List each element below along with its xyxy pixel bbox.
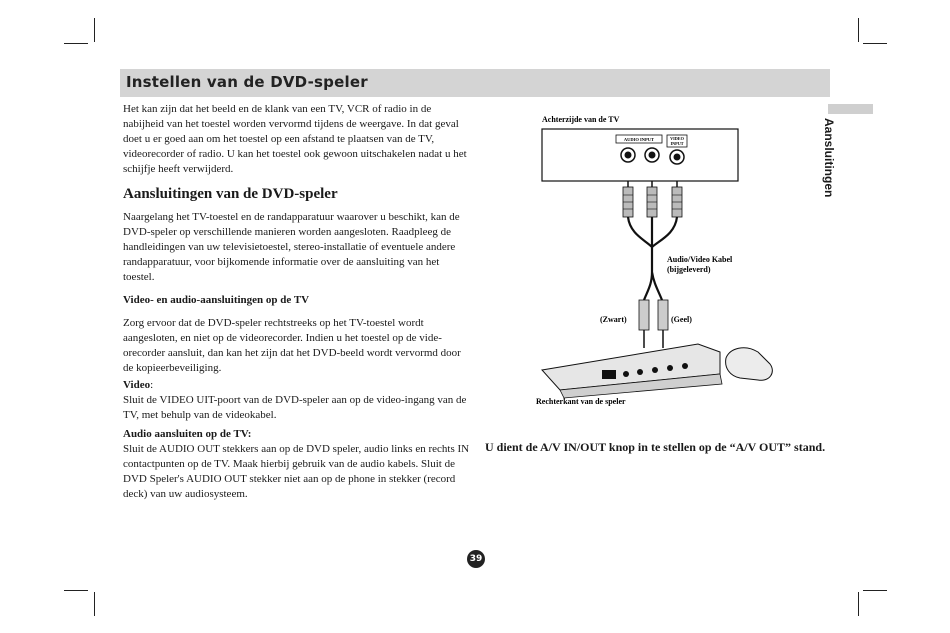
subsection-text: Zorg ervoor dat de DVD-speler rechtstreeks op het TV-toestel wordt aangesloten, en niet op de videorecorder. Indien u het toestel op de vide-orecorder aansluit, dan kan het zijn dat het DVD-beeld wordt vervormd door de kopieerbeveiliging. [123,317,461,374]
intro-text: Het kan zijn dat het beeld en de klank van een TV, VCR of radio in de nabijheid van het toestel worden vervormd tijdens de weergave. In dat geval doet u er goed aan om het toestel op een afstand te plaatsen van de TV, videorecorder of radio. U kan het toestel ook gewoon uitschakelen nadat u het schijfje heeft verwijderd. [123,103,467,175]
cable-label-supplied: (bijgeleverd) [667,265,711,274]
mini-plug-yellow [658,300,668,330]
subsection-paragraph [123,316,473,376]
video-text: Sluit de VIDEO UIT-poort van de DVD-speler aan op de video-ingang van de TV, met behulp van de videokabel. [123,394,467,421]
video-label: Video [123,379,151,391]
section-heading: Aansluitingen van de DVD-speler [123,186,338,202]
yellow-plug-label: (Geel) [671,315,692,324]
cable-label: Audio/Video Kabel [667,255,733,264]
video-colon: : [150,379,154,391]
subsection-heading: Video- en audio-aansluitingen op de TV [123,294,310,306]
av-cable-top [628,217,677,247]
crop-mark [858,18,859,42]
video-input-label-2: INPUT [670,141,684,146]
tv-jack-left [621,148,635,162]
tv-jack-video [670,150,684,164]
black-plug-label: (Zwart) [600,315,627,324]
player-side-label: Rechterkant van de speler [536,397,626,406]
crop-mark [64,590,88,591]
player-lid [726,348,773,381]
crop-mark [858,592,859,616]
crop-mark [863,590,887,591]
av-switch-note: U dient de A/V IN/OUT knop in te stellen op de “A/V OUT” stand. [485,440,826,454]
audio-input-label: AUDIO INPUT [623,137,655,142]
crop-mark [863,43,887,44]
crop-mark [94,592,95,616]
connection-diagram [530,112,810,412]
tv-jack-right [645,148,659,162]
side-tab [822,118,846,204]
audio-paragraph [123,427,473,502]
crop-mark [94,18,95,42]
section-paragraph [123,210,473,285]
player-port-slot [602,370,616,379]
audio-heading: Audio aansluiten op de TV: [123,428,252,440]
side-tab-label: Aansluitingen [822,118,836,198]
section-title-bar [120,69,830,97]
av-cable-bottom [644,247,662,300]
page-title: Instellen van de DVD-speler [126,73,368,91]
tv-rear-label: Achterzijde van de TV [542,115,620,124]
side-tab-bar [828,104,873,114]
page-number: 39 [467,550,485,568]
crop-mark [64,43,88,44]
video-paragraph [123,378,473,423]
section-text: Naargelang het TV-toestel en de randapparatuur waarover u beschikt, kan de DVD-speler op verschillende manieren worden aangesloten. Raadpleeg de handleidingen van uw televisietoestel, stereo-installatie of eventuele andere randapparatuur, voor bijkomende informatie over de aansluiting van het toestel. [123,211,460,283]
audio-text: Sluit de AUDIO OUT stekkers aan op de DVD speler, audio links en rechts IN contactpunten op de TV. Maak hierbij gebruik van de audio kabels. Sluit de DVD Speler's AUDIO OUT stekker niet aan op de phone in stekker (record deck) van uw audiosysteem. [123,443,470,500]
mini-plug-black [639,300,649,330]
video-input-label-1: VIDEO [670,136,684,141]
intro-paragraph [123,102,473,177]
